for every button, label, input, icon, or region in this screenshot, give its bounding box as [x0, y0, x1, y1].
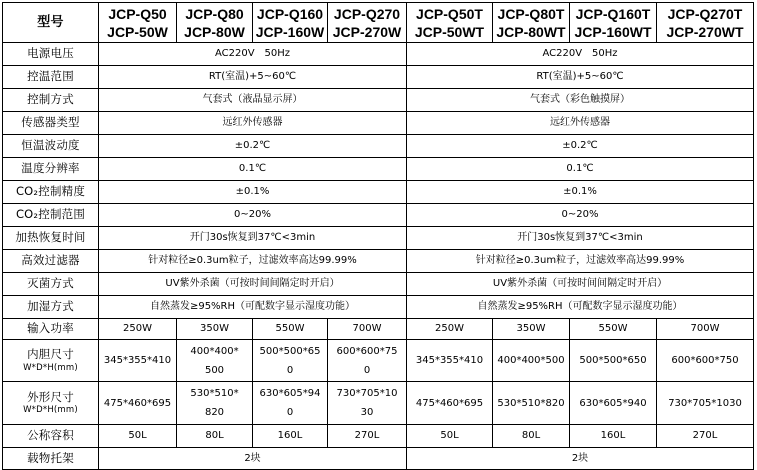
spec-row [3, 181, 754, 204]
spec-row [3, 158, 754, 181]
inner-size-row [3, 340, 754, 382]
row-label: 温度分辨率 [3, 158, 99, 181]
model-cell [407, 3, 493, 43]
size-text: 0 [286, 364, 294, 376]
row-label: 内胆尺寸 [27, 347, 74, 361]
spec-row [3, 227, 754, 250]
value-right: 0~20% [407, 204, 754, 227]
value-left: 针对粒径≥0.3um粒子，过滤效率高达99.99% [99, 250, 407, 273]
value-left: 自然蒸发≥95%RH（可配数字显示湿度功能） [99, 296, 407, 319]
row-label: 恒温波动度 [3, 135, 99, 158]
value-left: 2块 [99, 448, 407, 470]
power-row [3, 319, 754, 340]
row-label: 输入功率 [3, 319, 99, 340]
value-left: 0.1℃ [99, 158, 407, 181]
inner-size-value [657, 340, 754, 382]
value-left: ±0.2℃ [99, 135, 407, 158]
row-unit: W*D*H(mm) [23, 362, 78, 373]
value-right: AC220V 50Hz [407, 43, 754, 66]
inner-size-value [177, 340, 253, 382]
outer-size-value [570, 382, 657, 425]
value-right: 开门30s恢复到37℃<3min [407, 227, 754, 250]
model-cell [99, 3, 177, 43]
spec-row [3, 43, 754, 66]
row-label: CO₂控制精度 [3, 181, 99, 204]
value-right: ±0.2℃ [407, 135, 754, 158]
value-left: 0~20% [99, 204, 407, 227]
value-left: AC220V 50Hz [99, 43, 407, 66]
model-name: JCP-Q50 [108, 5, 167, 22]
model-name-alt: JCP-270W [332, 23, 402, 40]
model-cell [177, 3, 253, 43]
inner-size-value [570, 340, 657, 382]
inner-size-value [493, 340, 570, 382]
spec-table [2, 2, 754, 470]
capacity-value: 160L [570, 425, 657, 448]
size-text: 500*500*65 [259, 345, 321, 357]
row-label: 加湿方式 [3, 296, 99, 319]
row-label: 传感器类型 [3, 112, 99, 135]
capacity-value: 80L [493, 425, 570, 448]
outer-size-row [3, 382, 754, 425]
value-right: 0.1℃ [407, 158, 754, 181]
capacity-value: 50L [99, 425, 177, 448]
row-label: 灭菌方式 [3, 273, 99, 296]
value-left: 气套式（液晶显示屏） [99, 89, 407, 112]
row-label: 控温范围 [3, 66, 99, 89]
spec-row [3, 112, 754, 135]
spec-row [3, 135, 754, 158]
power-value: 250W [407, 319, 493, 340]
value-left: 开门30s恢复到37℃<3min [99, 227, 407, 250]
power-value: 250W [99, 319, 177, 340]
value-right: 2块 [407, 448, 754, 470]
row-label: 高效过滤器 [3, 250, 99, 273]
model-name-alt: JCP-50WT [414, 23, 485, 40]
value-right: 气套式（彩色触摸屏） [407, 89, 754, 112]
row-label: 载物托架 [3, 448, 99, 470]
row-label-cell [3, 382, 99, 425]
spec-row [3, 89, 754, 112]
row-label: CO₂控制范围 [3, 204, 99, 227]
model-name-alt: JCP-270WT [666, 23, 744, 40]
row-label: 控制方式 [3, 89, 99, 112]
capacity-value: 50L [407, 425, 493, 448]
model-name: JCP-Q270T [667, 5, 743, 22]
model-cell [328, 3, 407, 43]
size-text: 630*605*940 [579, 397, 647, 409]
inner-size-value [253, 340, 328, 382]
model-name-alt: JCP-80WT [496, 23, 566, 40]
model-name: JCP-Q80T [497, 5, 565, 22]
model-cell [253, 3, 328, 43]
value-left: UV紫外杀菌（可按时间间隔定时开启） [99, 273, 407, 296]
size-text: 30 [360, 407, 374, 418]
capacity-value: 80L [177, 425, 253, 448]
size-text: 530*510*820 [497, 397, 565, 409]
value-left: ±0.1% [99, 181, 407, 204]
header-label: 型号 [3, 3, 99, 43]
size-text: 630*605*94 [259, 388, 321, 399]
size-text: 730*705*10 [336, 388, 398, 399]
capacity-row [3, 425, 754, 448]
capacity-value: 270L [328, 425, 407, 448]
power-value: 700W [657, 319, 754, 340]
size-text: 475*460*695 [415, 397, 484, 409]
model-name-alt: JCP-80W [184, 23, 245, 40]
value-left: 远红外传感器 [99, 112, 407, 135]
value-right: RT(室温)+5~60℃ [407, 66, 754, 89]
model-name: JCP-Q160 [256, 5, 324, 22]
spec-row [3, 296, 754, 319]
size-text: 600*600*750 [671, 355, 739, 366]
spec-row [3, 273, 754, 296]
outer-size-value [657, 382, 754, 425]
size-text: 0 [363, 364, 371, 376]
model-cell [570, 3, 657, 43]
value-right: 远红外传感器 [407, 112, 754, 135]
row-label: 公称容积 [3, 425, 99, 448]
value-right: 自然蒸发≥95%RH（可配数字显示湿度功能） [407, 296, 754, 319]
spec-row [3, 250, 754, 273]
outer-size-value [177, 382, 253, 425]
size-text: 530*510* [190, 388, 239, 399]
size-text: 345*355*410 [415, 355, 484, 366]
size-text: 400*400*500 [497, 355, 565, 366]
row-unit: W*D*H(mm) [23, 405, 78, 415]
inner-size-value [99, 340, 177, 382]
model-cell [493, 3, 570, 43]
row-label: 电源电压 [3, 43, 99, 66]
outer-size-value [328, 382, 407, 425]
model-name-alt: JCP-160W [255, 23, 325, 40]
power-value: 550W [253, 319, 328, 340]
outer-size-value [407, 382, 493, 425]
model-cell [657, 3, 754, 43]
size-text: 500 [204, 364, 225, 376]
spec-row [3, 66, 754, 89]
inner-size-value [328, 340, 407, 382]
value-right: 针对粒径≥0.3um粒子，过滤效率高达99.99% [407, 250, 754, 273]
power-value: 350W [177, 319, 253, 340]
outer-size-value [493, 382, 570, 425]
row-label: 外形尺寸 [27, 389, 74, 404]
power-value: 350W [493, 319, 570, 340]
value-right: ±0.1% [407, 181, 754, 204]
model-name: JCP-Q80 [185, 5, 244, 22]
size-text: 500*500*650 [579, 355, 647, 366]
value-right: UV紫外杀菌（可按时间间隔定时开启） [407, 273, 754, 296]
power-value: 700W [328, 319, 407, 340]
model-name: JCP-Q160T [575, 5, 651, 22]
row-label: 加热恢复时间 [3, 227, 99, 250]
tray-row [3, 448, 754, 470]
size-text: 730*705*1030 [668, 397, 742, 409]
outer-size-value [253, 382, 328, 425]
capacity-value: 160L [253, 425, 328, 448]
model-name: JCP-Q270 [333, 5, 401, 22]
model-name: JCP-Q50T [416, 5, 483, 22]
size-text: 475*460*695 [103, 397, 172, 409]
model-name-alt: JCP-160WT [574, 23, 652, 40]
value-left: RT(室温)+5~60℃ [99, 66, 407, 89]
capacity-value: 270L [657, 425, 754, 448]
size-text: 400*400* [190, 345, 239, 357]
size-text: 345*355*410 [103, 355, 172, 366]
inner-size-value [407, 340, 493, 382]
size-text: 0 [286, 407, 294, 418]
spec-row [3, 204, 754, 227]
power-value: 550W [570, 319, 657, 340]
outer-size-value [99, 382, 177, 425]
model-name-alt: JCP-50W [107, 23, 168, 40]
row-label-cell [3, 340, 99, 382]
size-text: 600*600*75 [336, 345, 398, 357]
spec-table-body [3, 3, 754, 470]
size-text: 820 [204, 407, 225, 418]
header-row [3, 3, 754, 43]
